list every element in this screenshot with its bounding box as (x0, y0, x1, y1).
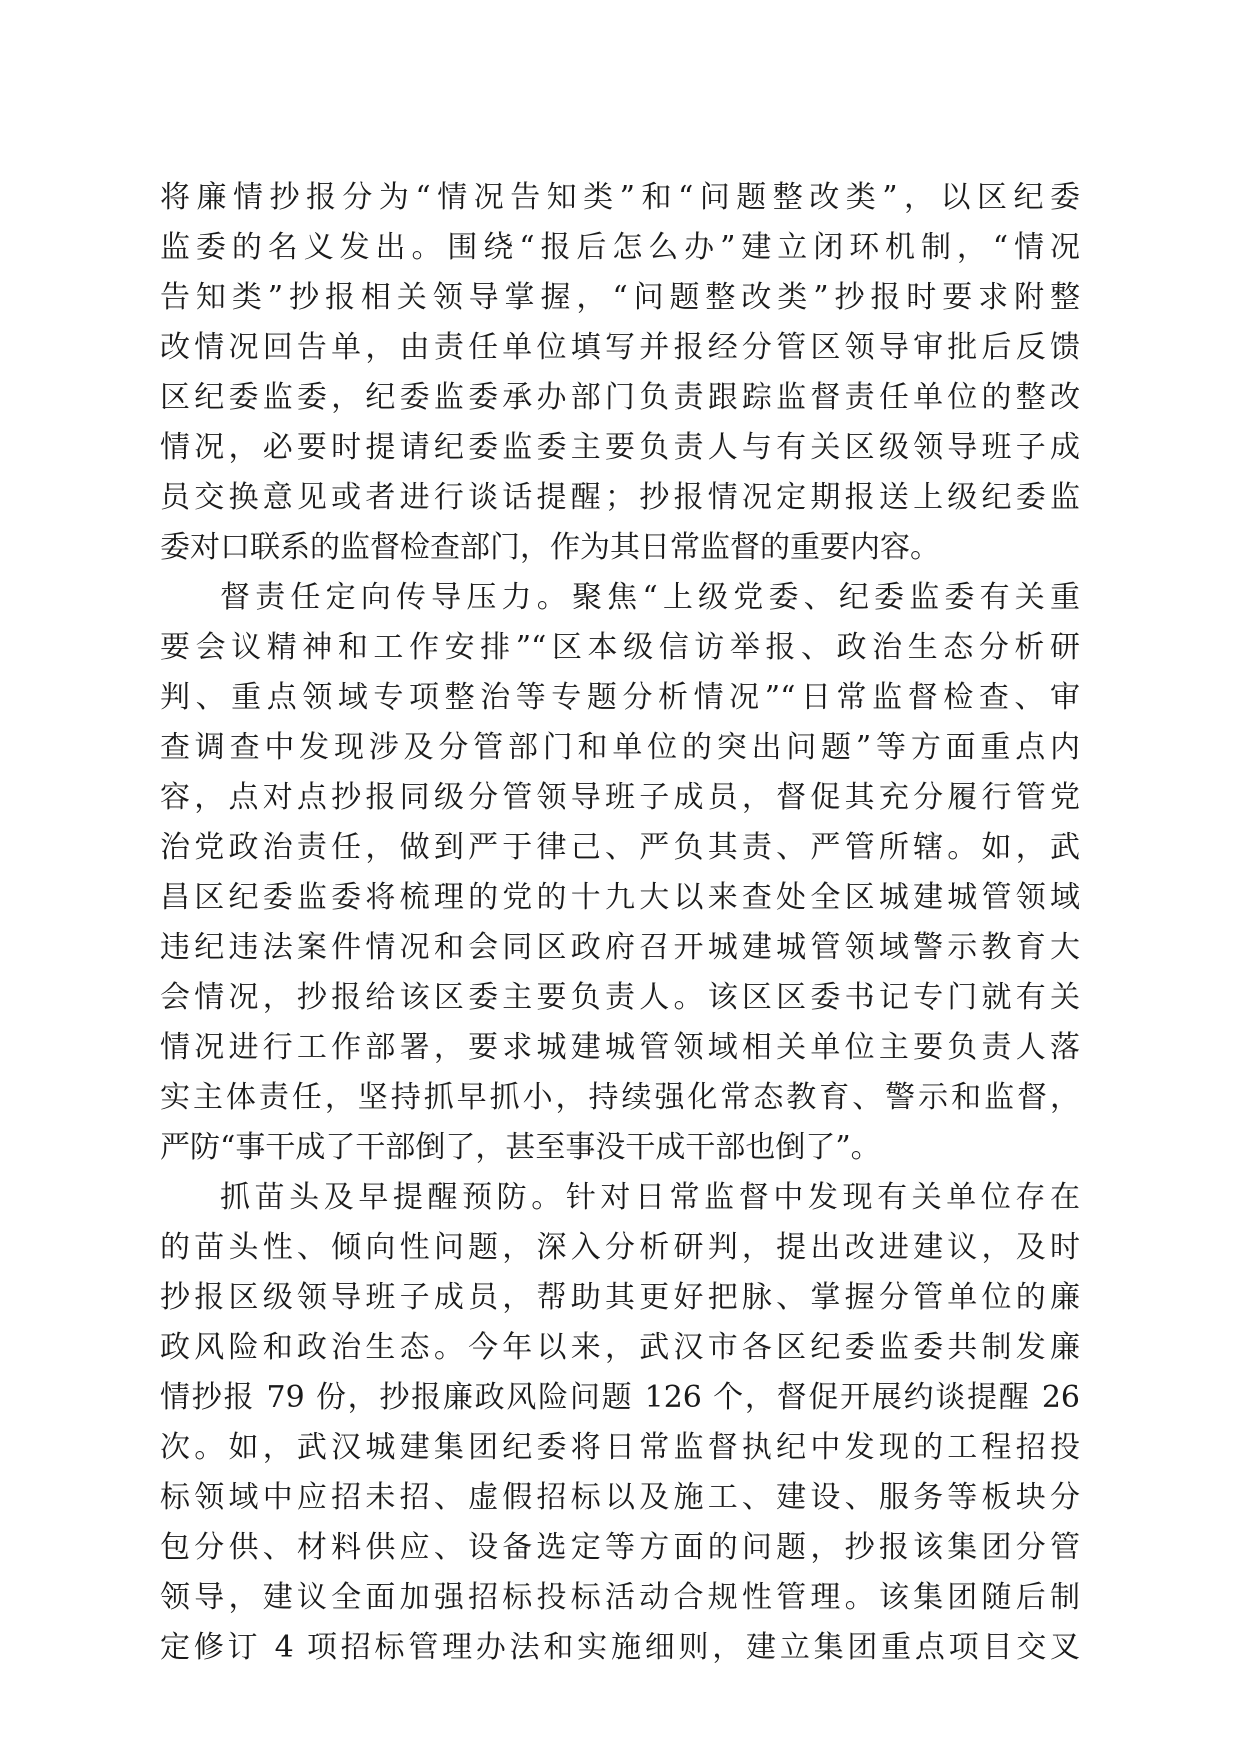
text-line: 包分供、材料供应、设备选定等方面的问题，抄报该集团分管 (160, 1530, 1080, 1565)
text-line: 情抄报 79 份，抄报廉政风险问题 126 个，督促开展约谈提醒 26 (160, 1380, 1080, 1415)
text-line: 的苗头性、倾向性问题，深入分析研判，提出改进建议，及时 (160, 1230, 1080, 1265)
text-line: 要会议精神和工作安排”“区本级信访举报、政治生态分析研 (160, 630, 1080, 665)
text-line: 政风险和政治生态。今年以来，武汉市各区纪委监委共制发廉 (160, 1330, 1080, 1365)
paragraph-first-line: 抓苗头及早提醒预防。针对日常监督中发现有关单位存在 (220, 1180, 1080, 1215)
paragraph-first-line: 督责任定向传导压力。聚焦“上级党委、纪委监委有关重 (220, 580, 1080, 615)
text-line: 区纪委监委，纪委监委承办部门负责跟踪监督责任单位的整改 (160, 380, 1080, 415)
text-line: 标领域中应招未招、虚假招标以及施工、建设、服务等板块分 (160, 1480, 1080, 1515)
text-line: 治党政治责任，做到严于律己、严负其责、严管所辖。如，武 (160, 830, 1080, 865)
text-line: 监委的名义发出。围绕“报后怎么办”建立闭环机制，“情况 (160, 230, 1080, 265)
text-line: 次。如，武汉城建集团纪委将日常监督执纪中发现的工程招投 (160, 1430, 1080, 1465)
text-line: 实主体责任，坚持抓早抓小，持续强化常态教育、警示和监督， (160, 1080, 1080, 1115)
text-line: 违纪违法案件情况和会同区政府召开城建城管领域警示教育大 (160, 930, 1080, 965)
text-line: 情况进行工作部署，要求城建城管领域相关单位主要负责人落 (160, 1030, 1080, 1065)
text-line: 会情况，抄报给该区委主要负责人。该区区委书记专门就有关 (160, 980, 1080, 1015)
text-line: 判、重点领域专项整治等专题分析情况”“日常监督检查、审 (160, 680, 1080, 715)
text-line: 改情况回告单，由责任单位填写并报经分管区领导审批后反馈 (160, 330, 1080, 365)
text-line: 昌区纪委监委将梳理的党的十九大以来查处全区城建城管领域 (160, 880, 1080, 915)
text-line: 情况，必要时提请纪委监委主要负责人与有关区级领导班子成 (160, 430, 1080, 465)
text-line: 容，点对点抄报同级分管领导班子成员，督促其充分履行管党 (160, 780, 1080, 815)
text-line: 将廉情抄报分为“情况告知类”和“问题整改类”，以区纪委 (160, 180, 1080, 215)
text-line: 告知类”抄报相关领导掌握，“问题整改类”抄报时要求附整 (160, 280, 1080, 315)
text-line: 查调查中发现涉及分管部门和单位的突出问题”等方面重点内 (160, 730, 1080, 765)
text-line: 委对口联系的监督检查部门，作为其日常监督的重要内容。 (160, 530, 940, 565)
text-line: 定修订 4 项招标管理办法和实施细则，建立集团重点项目交叉 (160, 1630, 1080, 1665)
text-line: 领导，建议全面加强招标投标活动合规性管理。该集团随后制 (160, 1580, 1080, 1615)
text-line: 抄报区级领导班子成员，帮助其更好把脉、掌握分管单位的廉 (160, 1280, 1080, 1315)
text-line: 严防“事干成了干部倒了，甚至事没干成干部也倒了”。 (160, 1130, 881, 1165)
text-line: 员交换意见或者进行谈话提醒；抄报情况定期报送上级纪委监 (160, 480, 1080, 515)
